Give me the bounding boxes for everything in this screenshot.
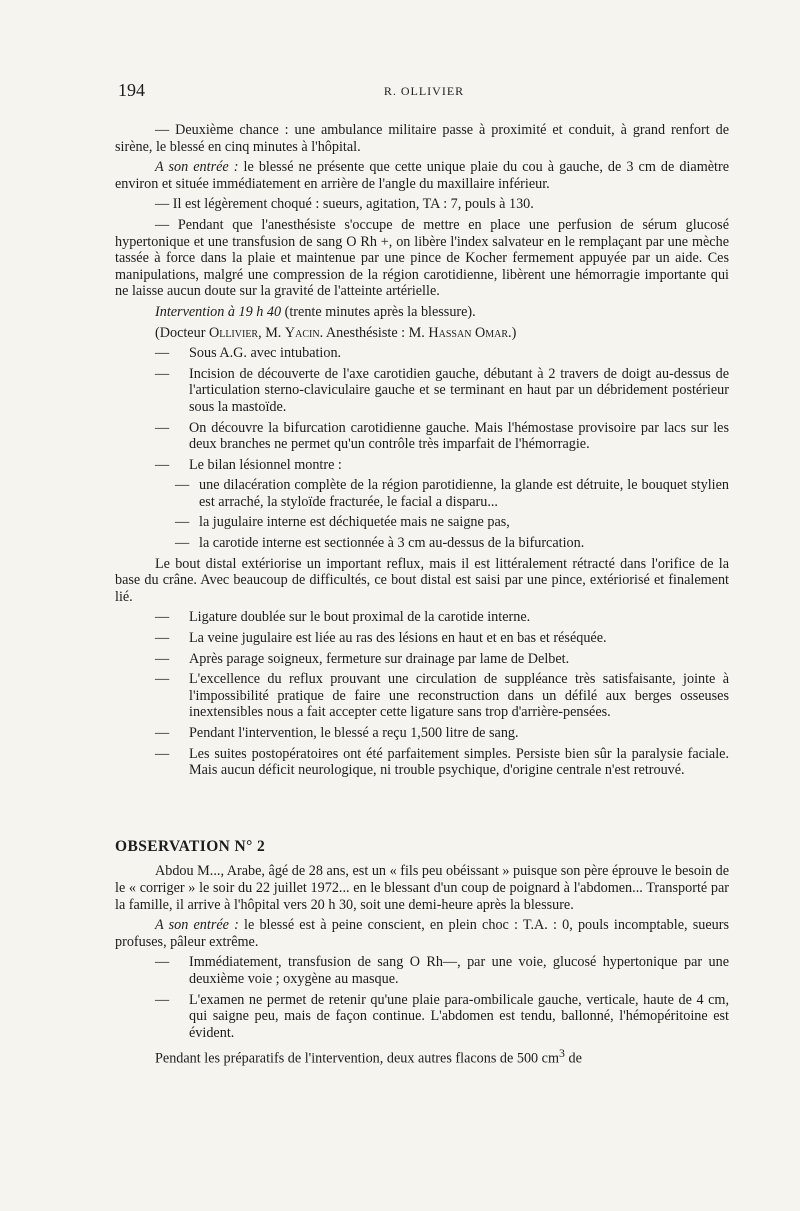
paragraph: Le bout distal extériorise un important reflux, mais il est littéralement rétracté dans l'orifice de la base du crâne. Avec beaucoup de difficultés, ce bout distal est saisi par une pince, extériorisé et finalement lié.	[115, 555, 729, 605]
paragraph: — Il est légèrement choqué : sueurs, agitation, TA : 7, pouls à 130.	[155, 196, 534, 213]
paragraph: Pendant les préparatifs de l'intervention, deux autres flacons de 500 $cm^3$ de	[155, 1046, 582, 1068]
sub-list-item: — la carotide interne est sectionnée à 3 cm au-dessus de la bifurcation.	[175, 535, 585, 552]
sub-list-item: — la jugulaire interne est déchiquetée mais ne saigne pas,	[175, 514, 510, 531]
intervention-heading: Intervention à 19 h 40 (trente minutes après la blessure).	[155, 303, 476, 320]
page-header	[118, 80, 730, 104]
list-item: — Après parage soigneux, fermeture sur drainage par lame de Delbet.	[155, 650, 570, 667]
list-item: — L'excellence du reflux prouvant une circulation de suppléance très satisfaisante, jointe à l'impossibilité pratique de faire une reconstruction dans un défilé aux berges osseuses inextensibles nous a fait accepter cette ligature sans trop d'arrière-pensées.	[155, 671, 729, 721]
page-number: 194	[118, 80, 145, 100]
list-item: — Les suites postopératoires ont été parfaitement simples. Persiste bien sûr la paralysie faciale. Mais aucun déficit neurologique, ni trouble psychique, d'origine centrale n'est retrouvé.	[155, 745, 729, 779]
running-head: R. OLLIVIER	[383, 84, 465, 98]
list-item: — L'examen ne permet de retenir qu'une plaie para-ombilicale gauche, verticale, haute de 4 cm, qui saigne peu, mais de façon continue. L'abdomen est tendu, ballonné, l'hémopéritoine est évident.	[155, 991, 729, 1041]
surgical-team: (Docteur Ollivier, M. Yacin. Anesthésiste : M. Hassan Omar.)	[155, 324, 517, 341]
sub-list-item: — une dilacération complète de la région parotidienne, la glande est détruite, le bouquet stylien est arraché, la styloïde fracturée, le facial a disparu...	[175, 477, 729, 510]
observation-title: OBSERVATION N° 2	[115, 837, 266, 855]
paragraph: — Pendant que l'anesthésiste s'occupe de mettre en place une perfusion de sérum glucosé hypertonique et une transfusion de sang O Rh +, on libère l'index salvateur en le remplaçant par une mèche tassée à force dans la plaie et maintenue par une pince de Kocher fermement appuyée par un aide. Ces manipulations, malgré une compression de la région carotidienne, libèrent une hémorragie importante qui ne laisse aucun doute sur la gravité de l'atteinte artérielle.	[115, 216, 729, 300]
italic-lead: A son entrée :	[155, 159, 239, 176]
list-item: — La veine jugulaire est liée au ras des lésions en haut et en bas et réséquée.	[155, 630, 607, 647]
list-item: — Sous A.G. avec intubation.	[155, 345, 342, 362]
italic-lead: A son entrée :	[155, 917, 239, 934]
list-item: — Ligature doublée sur le bout proximal de la carotide interne.	[155, 609, 531, 626]
list-item: — On découvre la bifurcation carotidienne gauche. Mais l'hémostase provisoire par lacs sur les deux branches ne permet qu'un contrôle très imparfait de l'hémorragie.	[155, 419, 729, 453]
list-item: — Pendant l'intervention, le blessé a reçu 1,500 litre de sang.	[155, 725, 519, 741]
paragraph: A son entrée : le blessé ne présente que cette unique plaie du cou à gauche, de 3 cm de diamètre environ et située immédiatement en arrière de l'angle du maxillaire inférieur.	[115, 159, 729, 192]
paragraph: — Deuxième chance : une ambulance militaire passe à proximité et conduit, à grand renfort de sirène, le blessé en cinq minutes à l'hôpital.	[115, 122, 729, 155]
list-item: — Immédiatement, transfusion de sang O Rh—, par une voie, glucosé hypertonique par une deuxième voie ; oxygène au masque.	[155, 954, 729, 987]
paragraph: Abdou M..., Arabe, âgé de 28 ans, est un « fils peu obéissant » puisque son père éprouve le besoin de le « corriger » le soir du 22 juillet 1972... en le blessant d'un coup de poignard à l'abdomen... Transporté par la famille, il arrive à l'hôpital vers 20 h 30, soit une demi-heure après la blessure.	[115, 863, 729, 913]
list-item: — Le bilan lésionnel montre :	[155, 456, 342, 473]
list-item: — Incision de découverte de l'axe carotidien gauche, débutant à 2 travers de doigt au-dessus de l'articulation sterno-claviculaire gauche et se terminant en haut par un débridement postérieur sous la mastoïde.	[155, 365, 729, 415]
document-body	[115, 122, 729, 1072]
paragraph: A son entrée : le blessé est à peine conscient, en plein choc : T.A. : 0, pouls incomptable, sueurs profuses, pâleur extrême.	[115, 917, 729, 950]
